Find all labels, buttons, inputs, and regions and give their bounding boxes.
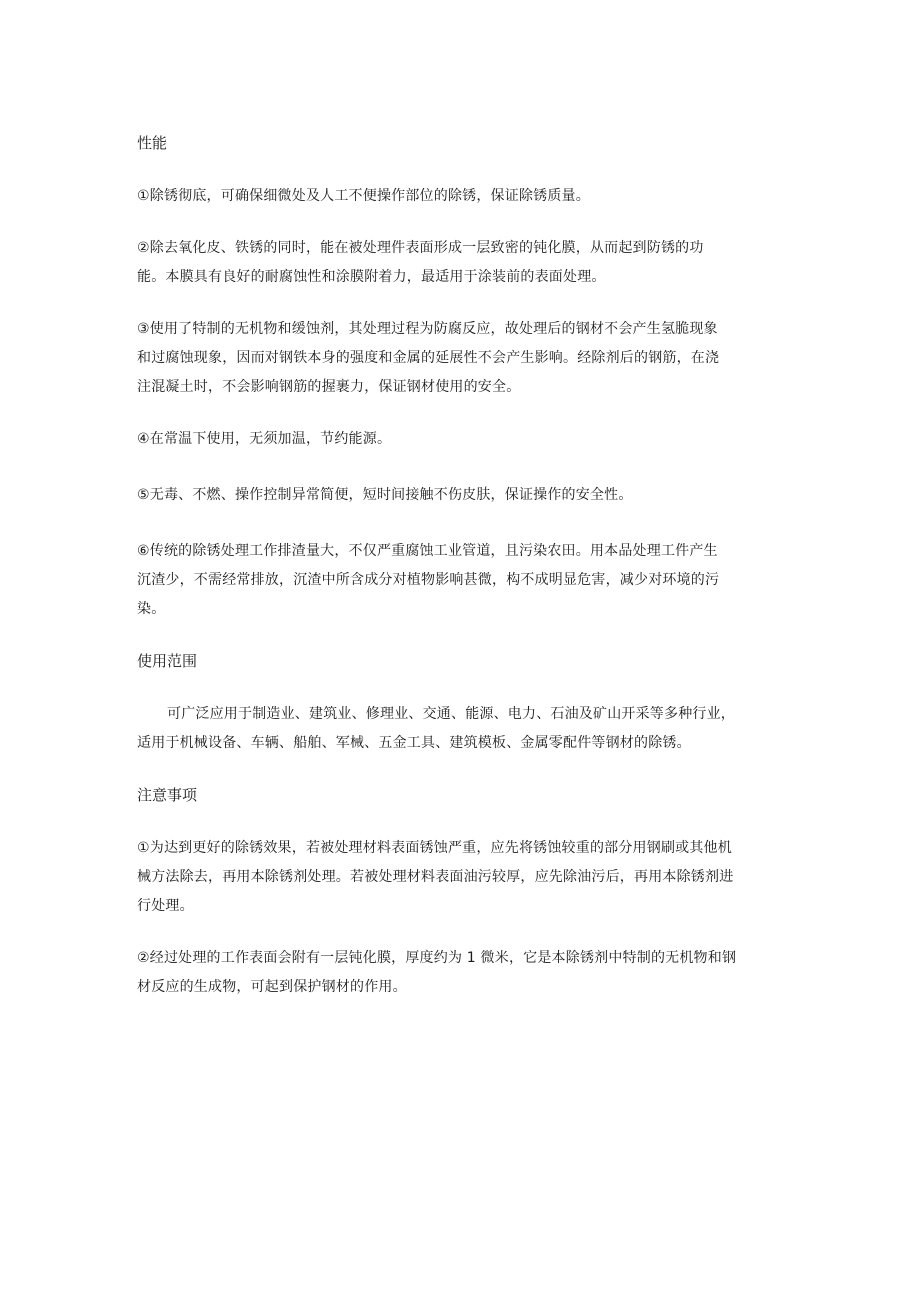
text-line: 材反应的生成物，可起到保护钢材的作用。: [137, 979, 407, 995]
text-line: ⑤无毒、不燃、操作控制异常简便，短时间接触不伤皮肤，保证操作的安全性。: [137, 487, 633, 503]
text-line: ⑥传统的除锈处理工作排渣量大，不仅严重腐蚀工业管道，且污染农田。用本品处理工件产生: [137, 543, 718, 559]
paragraph: [137, 425, 797, 454]
section-heading-notes: 注意事项: [137, 786, 198, 804]
text-line: ③使用了特制的无机物和缓蚀剂，其处理过程为防腐反应，故处理后的钢材不会产生氢脆现象: [137, 321, 718, 337]
text-line: 可广泛应用于制造业、建筑业、修理业、交通、能源、电力、石油及矿山开采等多种行业，: [167, 706, 735, 722]
text-line: ①除锈彻底，可确保细微处及人工不便操作部位的除锈，保证除锈质量。: [137, 188, 590, 204]
text-line: ②除去氧化皮、铁锈的同时，能在被处理件表面形成一层致密的钝化膜，从而起到防锈的功: [137, 240, 704, 256]
document-body: [137, 131, 797, 1002]
paragraph: [137, 234, 797, 292]
text-line: 适用于机械设备、车辆、船舶、军械、五金工具、建筑模板、金属零配件等钢材的除锈。: [137, 735, 691, 751]
paragraph: [137, 944, 797, 1002]
text-line: ②经过处理的工作表面会附有一层钝化膜，厚度约为 1 微米，它是本除锈剂中特制的无机物和钢: [137, 950, 737, 966]
text-line: 能。本膜具有良好的耐腐蚀性和涂膜附着力，最适用于涂装前的表面处理。: [137, 269, 606, 285]
text-line: 行处理。: [137, 898, 194, 914]
paragraph: [137, 315, 797, 402]
text-line: 注混凝土时，不会影响钢筋的握裹力，保证钢材使用的安全。: [137, 379, 521, 395]
text-line: ①为达到更好的除锈效果，若被处理材料表面锈蚀严重，应先将锈蚀较重的部分用钢刷或其他机: [137, 840, 732, 856]
text-line: 染。: [137, 601, 166, 617]
text-line: 沉渣少，不需经常排放，沉渣中所含成分对植物影响甚微，构不成明显危害，减少对环境的污: [137, 572, 720, 588]
paragraph: [137, 481, 797, 510]
section-heading-performance: 性能: [137, 134, 168, 152]
paragraph: [137, 834, 797, 921]
section-heading-scope: 使用范围: [137, 652, 198, 670]
text-line: 和过腐蚀现象，因而对钢铁本身的强度和金属的延展性不会产生影响。经除剂后的钢筋，在浇: [137, 350, 720, 366]
paragraph: [137, 182, 797, 211]
text-line: 械方法除去，再用本除锈剂处理。若被处理材料表面油污较厚，应先除油污后，再用本除锈剂进: [137, 869, 734, 885]
paragraph: [137, 700, 797, 758]
paragraph: [137, 537, 797, 624]
text-line: ④在常温下使用，无须加温，节约能源。: [137, 431, 392, 447]
